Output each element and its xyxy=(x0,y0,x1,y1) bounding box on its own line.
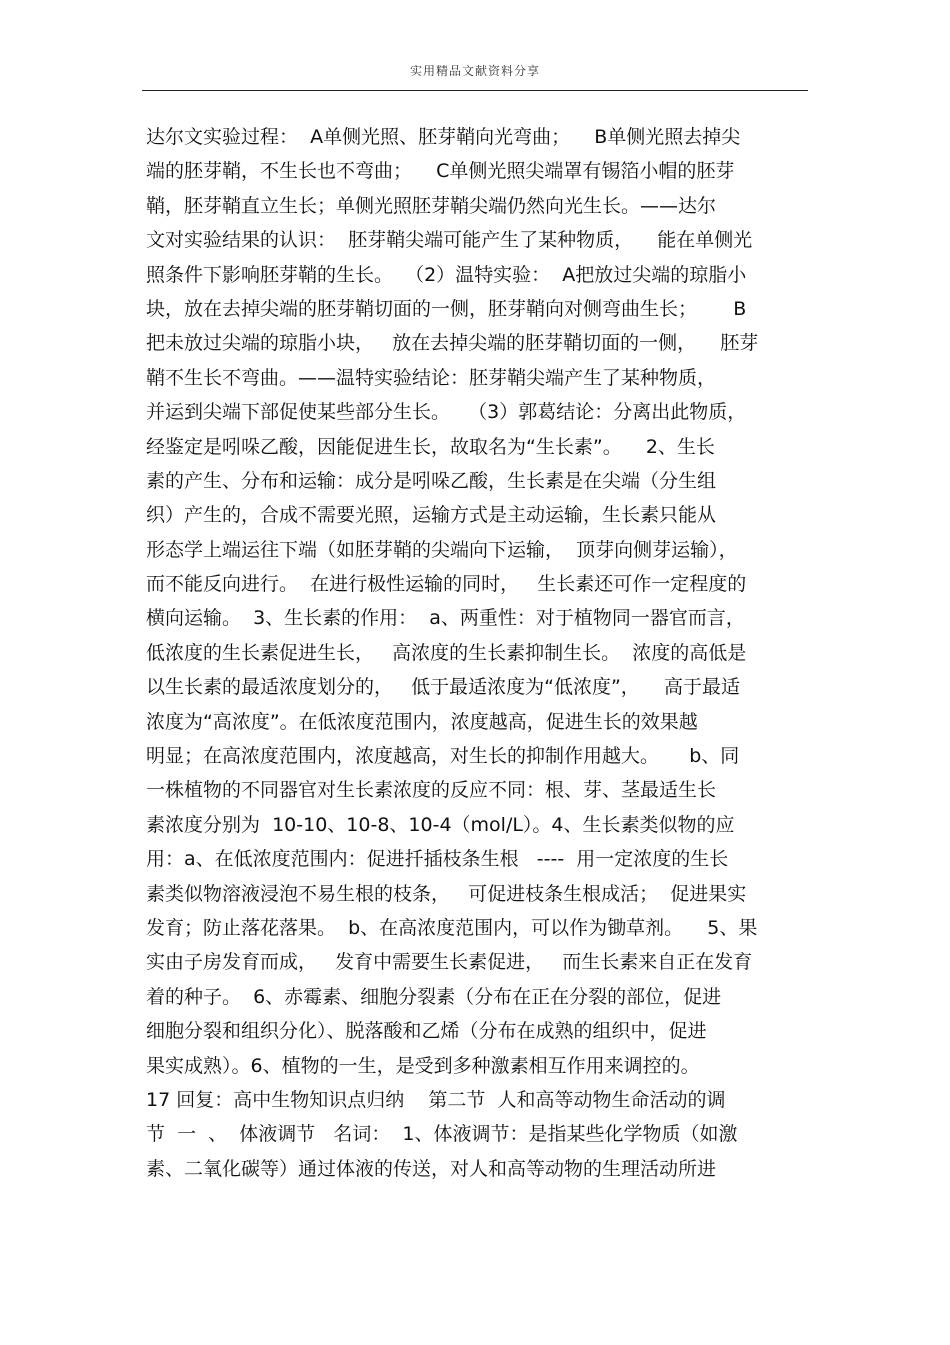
text-line: 端的胚芽鞘，不生长也不弯曲； C单侧光照尖端罩有锡箔小帽的胚芽 xyxy=(146,160,735,183)
text-line: 经鉴定是吲哚乙酸，因能促进生长，故取名为“生长素”。 2、生长 xyxy=(146,435,715,458)
text-line: 素类似物溶液浸泡不易生根的枝条， 可促进枝条生根成活； 促进果实 xyxy=(146,882,747,905)
document-body xyxy=(146,120,816,1186)
text-line: 织）产生的，合成不需要光照，运输方式是主动运输，生长素只能从 xyxy=(146,504,717,527)
text-line: 横向运输。 3、生长素的作用： a、两重性：对于植物同一器官而言， xyxy=(146,607,745,630)
text-line: 节 一 、 体液调节 名词： 1、体液调节：是指某些化学物质（如激 xyxy=(146,1123,738,1146)
text-line: 形态学上端运往下端（如胚芽鞘的尖端向下运输， 顶芽向侧芽运输）， xyxy=(146,538,738,561)
text-line: 把未放过尖端的琼脂小块， 放在去掉尖端的胚芽鞘切面的一侧， 胚芽 xyxy=(146,332,759,355)
text-line: 鞘，胚芽鞘直立生长；单侧光照胚芽鞘尖端仍然向光生长。——达尔 xyxy=(146,194,717,217)
text-line: 明显；在高浓度范围内，浓度越高，对生长的抑制作用越大。 b、同 xyxy=(146,745,740,768)
text-line: 素的产生、分布和运输：成分是吲哚乙酸，生长素是在尖端（分生组 xyxy=(146,469,717,492)
text-line: 以生长素的最适浓度划分的， 低于最适浓度为“低浓度”， 高于最适 xyxy=(146,676,740,699)
text-line: 浓度为“高浓度”。在低浓度范围内，浓度越高，促进生长的效果越 xyxy=(146,710,698,733)
text-line: 块，放在去掉尖端的胚芽鞘切面的一侧，胚芽鞘向对侧弯曲生长； B xyxy=(146,297,747,320)
text-line: 达尔文实验过程： A单侧光照、胚芽鞘向光弯曲； B单侧光照去掉尖 xyxy=(146,126,741,148)
text-line: 实由子房发育而成， 发育中需要生长素促进， 而生长素来自正在发育 xyxy=(146,951,753,974)
text-line: 而不能反向进行。 在进行极性运输的同时， 生长素还可作一定程度的 xyxy=(146,573,747,596)
text-line: 低浓度的生长素促进生长， 高浓度的生长素抑制生长。 浓度的高低是 xyxy=(146,641,747,664)
text-line: 发育；防止落花落果。 b、在高浓度范围内，可以作为锄草剂。 5、果 xyxy=(146,916,758,939)
text-line: 17 回复：高中生物知识点归纳 第二节 人和高等动物生命活动的调 xyxy=(146,1088,726,1111)
text-line: 果实成熟）。6、植物的一生，是受到多种激素相互作用来调控的。 xyxy=(146,1054,700,1077)
text-line: 照条件下影响胚芽鞘的生长。 （2）温特实验： A把放过尖端的琼脂小 xyxy=(146,263,747,286)
text-line: 用：a、在低浓度范围内：促进扦插枝条生根 ---- 用一定浓度的生长 xyxy=(146,848,729,871)
text-line: 素浓度分别为 10-10、10-8、10-4（mol/L）。4、生长素类似物的应 xyxy=(146,813,735,836)
page-header: 实用精品文献资料分享 xyxy=(409,64,540,78)
text-line: 鞘不生长不弯曲。——温特实验结论：胚芽鞘尖端产生了某种物质， xyxy=(146,366,717,389)
header-divider xyxy=(142,90,808,91)
text-line: 素、二氧化碳等）通过体液的传送，对人和高等动物的生理活动所进 xyxy=(146,1157,717,1180)
text-line: 并运到尖端下部促使某些部分生长。 （3）郭葛结论：分离出此物质， xyxy=(146,401,747,424)
text-line: 一株植物的不同器官对生长素浓度的反应不同：根、芽、茎最适生长 xyxy=(146,779,717,802)
text-line: 着的种子。 6、赤霉素、细胞分裂素（分布在正在分裂的部位，促进 xyxy=(146,985,722,1008)
text-line: 细胞分裂和组织分化）、脱落酸和乙烯（分布在成熟的组织中，促进 xyxy=(146,1020,707,1043)
text-line: 文对实验结果的认识： 胚芽鞘尖端可能产生了某种物质， 能在单侧光 xyxy=(146,229,753,252)
